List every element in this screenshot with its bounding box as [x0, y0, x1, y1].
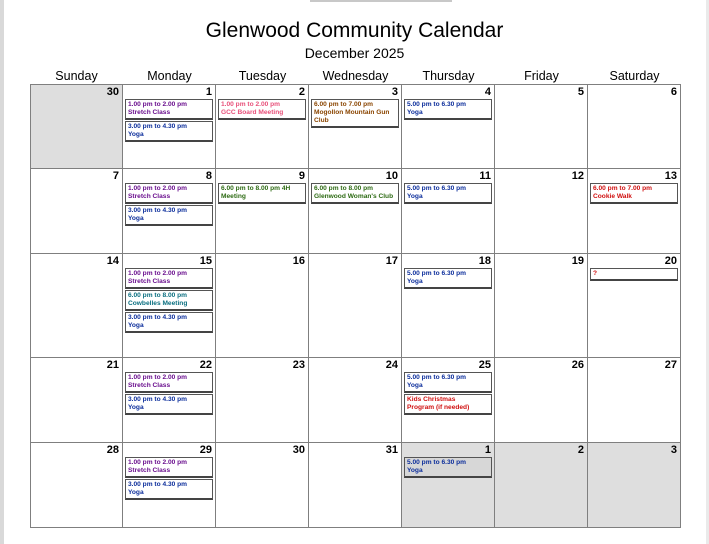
event-time: 5.00 pm to 6.30 pm: [407, 459, 466, 466]
day-cell[interactable]: [309, 254, 402, 358]
event-list: [125, 457, 213, 501]
event-title: Yoga: [407, 382, 423, 389]
event-time: 1.00 pm to 2.00 pm: [128, 101, 187, 108]
calendar-event[interactable]: [125, 290, 213, 311]
day-cell[interactable]: [123, 358, 216, 443]
event-time: Kids Christmas: [407, 396, 456, 403]
day-cell[interactable]: [30, 443, 123, 528]
event-time: 6.00 pm to 8.00 pm: [314, 185, 373, 192]
event-time: 1.00 pm to 2.00 pm: [128, 459, 187, 466]
window-left-edge: [0, 0, 4, 544]
weekday-thursday: Thursday: [422, 69, 475, 83]
calendar-event[interactable]: [125, 312, 213, 333]
day-cell[interactable]: [495, 84, 588, 169]
event-time: 6.00 pm to 8.00 pm 4H: [221, 185, 291, 192]
day-cell[interactable]: [30, 84, 123, 169]
day-number: 18: [478, 255, 491, 267]
event-title: Stretch Class: [128, 382, 171, 389]
event-time: 3.00 pm to 4.30 pm: [128, 396, 187, 403]
day-cell[interactable]: [402, 169, 495, 254]
event-title: Yoga: [128, 215, 144, 222]
calendar-event[interactable]: [125, 121, 213, 142]
event-title: Stretch Class: [128, 193, 171, 200]
day-number: 11: [479, 170, 491, 182]
day-cell[interactable]: [588, 169, 681, 254]
event-title: Yoga: [407, 193, 423, 200]
event-list: [404, 372, 492, 416]
calendar-event[interactable]: [125, 394, 213, 415]
event-title: Cowbelles Meeting: [128, 300, 188, 307]
event-time: 6.00 pm to 7.00 pm: [314, 101, 373, 108]
day-cell[interactable]: [495, 443, 588, 528]
weekday-sunday: Sunday: [55, 69, 98, 83]
day-cell[interactable]: [30, 254, 123, 358]
calendar-event[interactable]: [404, 457, 492, 478]
weekday-saturday: Saturday: [609, 69, 660, 83]
day-number: 29: [199, 444, 212, 456]
event-list: [218, 99, 306, 121]
day-number: 9: [298, 170, 305, 182]
event-title: Cookie Walk: [593, 193, 632, 200]
event-time: 5.00 pm to 6.30 pm: [407, 374, 466, 381]
calendar-event[interactable]: [125, 205, 213, 226]
event-time: 6.00 pm to 7.00 pm: [593, 185, 652, 192]
day-cell[interactable]: [588, 84, 681, 169]
event-time: 5.00 pm to 6.30 pm: [407, 270, 466, 277]
event-time: 5.00 pm to 6.30 pm: [407, 101, 466, 108]
day-cell[interactable]: [123, 169, 216, 254]
calendar-event[interactable]: [125, 457, 213, 478]
day-number: 19: [571, 255, 584, 267]
event-list: [311, 183, 399, 205]
day-number: 30: [292, 444, 305, 456]
calendar-event[interactable]: [125, 372, 213, 393]
day-number: 16: [292, 255, 305, 267]
event-time: 1.00 pm to 2.00 pm: [128, 185, 187, 192]
event-title: Glenwood Woman's Club: [314, 193, 394, 200]
day-number: 8: [205, 170, 212, 182]
day-cell[interactable]: [30, 358, 123, 443]
day-number: 6: [670, 86, 677, 98]
event-title: Stretch Class: [128, 109, 171, 116]
day-cell[interactable]: [123, 443, 216, 528]
day-cell[interactable]: [30, 169, 123, 254]
day-cell[interactable]: [309, 84, 402, 169]
day-cell[interactable]: [309, 169, 402, 254]
event-list: [590, 183, 678, 205]
day-cell[interactable]: [123, 84, 216, 169]
event-time: 5.00 pm to 6.30 pm: [407, 185, 466, 192]
day-number: 27: [664, 359, 677, 371]
event-title: Yoga: [128, 489, 144, 496]
day-cell[interactable]: [309, 358, 402, 443]
calendar-event[interactable]: [311, 183, 399, 204]
event-time: 3.00 pm to 4.30 pm: [128, 481, 187, 488]
calendar-event[interactable]: [404, 372, 492, 393]
calendar-event[interactable]: [404, 99, 492, 120]
event-title: Yoga: [128, 322, 144, 329]
day-cell[interactable]: [216, 358, 309, 443]
calendar-event[interactable]: [125, 268, 213, 289]
calendar-event[interactable]: [218, 183, 306, 204]
event-title: Program (if needed): [407, 404, 470, 411]
event-time: 3.00 pm to 4.30 pm: [128, 123, 187, 130]
calendar-event[interactable]: [404, 183, 492, 204]
day-number: 13: [664, 170, 677, 182]
event-list: [404, 457, 492, 479]
event-list: [125, 183, 213, 227]
event-list: [311, 99, 399, 129]
event-time: 3.00 pm to 4.30 pm: [128, 314, 187, 321]
day-number: 26: [571, 359, 584, 371]
event-list: [404, 183, 492, 205]
day-cell[interactable]: [216, 443, 309, 528]
event-list: [125, 372, 213, 416]
day-number: 15: [199, 255, 212, 267]
event-time: ?: [593, 270, 598, 277]
event-title: Stretch Class: [128, 467, 171, 474]
event-list: [125, 268, 213, 334]
day-cell[interactable]: [402, 84, 495, 169]
day-number: 23: [292, 359, 305, 371]
day-number: 12: [571, 170, 584, 182]
event-time: 1.00 pm to 2.00 pm: [221, 101, 280, 108]
day-number: 3: [670, 444, 677, 456]
event-title: Yoga: [128, 131, 144, 138]
day-number: 28: [106, 444, 119, 456]
day-cell[interactable]: [216, 84, 309, 169]
day-number: 31: [385, 444, 398, 456]
event-list: [404, 99, 492, 121]
weekday-wednesday: Wednesday: [322, 69, 389, 83]
day-cell[interactable]: [216, 169, 309, 254]
day-cell[interactable]: [588, 443, 681, 528]
day-cell[interactable]: [495, 169, 588, 254]
event-time: 6.00 pm to 8.00 pm: [128, 292, 187, 299]
event-title: Stretch Class: [128, 278, 171, 285]
day-cell[interactable]: [309, 443, 402, 528]
day-cell[interactable]: [495, 358, 588, 443]
event-title: Yoga: [407, 109, 423, 116]
day-number: 17: [385, 255, 398, 267]
calendar-event[interactable]: [125, 99, 213, 120]
day-number: 10: [385, 170, 398, 182]
day-cell[interactable]: [216, 254, 309, 358]
day-number: 24: [385, 359, 398, 371]
day-number: 7: [112, 170, 119, 182]
calendar-event[interactable]: [404, 394, 492, 415]
day-cell[interactable]: [588, 358, 681, 443]
calendar-event[interactable]: [590, 268, 678, 281]
day-number: 25: [478, 359, 491, 371]
calendar-event[interactable]: [218, 99, 306, 120]
day-cell[interactable]: [402, 358, 495, 443]
event-title: Meeting: [221, 193, 246, 200]
day-number: 4: [484, 86, 491, 98]
event-list: [404, 268, 492, 290]
calendar-event[interactable]: [125, 183, 213, 204]
event-title: Yoga: [407, 467, 423, 474]
day-number: 5: [577, 86, 584, 98]
day-cell[interactable]: [588, 254, 681, 358]
calendar-title: Glenwood Community Calendar: [205, 19, 504, 42]
calendar-grid: [30, 84, 681, 528]
day-number: 20: [664, 255, 677, 267]
day-cell[interactable]: [402, 254, 495, 358]
event-list: [125, 99, 213, 143]
calendar-event[interactable]: [311, 99, 399, 128]
calendar-event[interactable]: [590, 183, 678, 204]
event-title: GCC Board Meeting: [221, 109, 284, 116]
event-time: 1.00 pm to 2.00 pm: [128, 374, 187, 381]
day-cell[interactable]: [495, 254, 588, 358]
weekday-monday: Monday: [147, 69, 192, 83]
day-number: 2: [577, 444, 584, 456]
day-number: 2: [298, 86, 305, 98]
event-title: Yoga: [128, 404, 144, 411]
calendar-event[interactable]: [404, 268, 492, 289]
event-title: Mogollon Mountain Gun Club: [314, 109, 390, 124]
day-cell[interactable]: [123, 254, 216, 358]
day-cell[interactable]: [402, 443, 495, 528]
day-number: 1: [484, 444, 491, 456]
event-time: 1.00 pm to 2.00 pm: [128, 270, 187, 277]
event-list: [590, 268, 678, 282]
event-list: [218, 183, 306, 205]
calendar-month: December 2025: [304, 45, 405, 61]
day-number: 3: [391, 86, 398, 98]
day-number: 1: [205, 86, 212, 98]
weekday-friday: Friday: [524, 69, 559, 83]
day-number: 22: [199, 359, 212, 371]
window-top-tab: [310, 0, 452, 2]
day-number: 14: [106, 255, 119, 267]
event-title: Yoga: [407, 278, 423, 285]
event-time: 3.00 pm to 4.30 pm: [128, 207, 187, 214]
day-number: 21: [106, 359, 119, 371]
day-number: 30: [106, 86, 119, 98]
calendar-event[interactable]: [125, 479, 213, 500]
weekday-tuesday: Tuesday: [238, 69, 287, 83]
